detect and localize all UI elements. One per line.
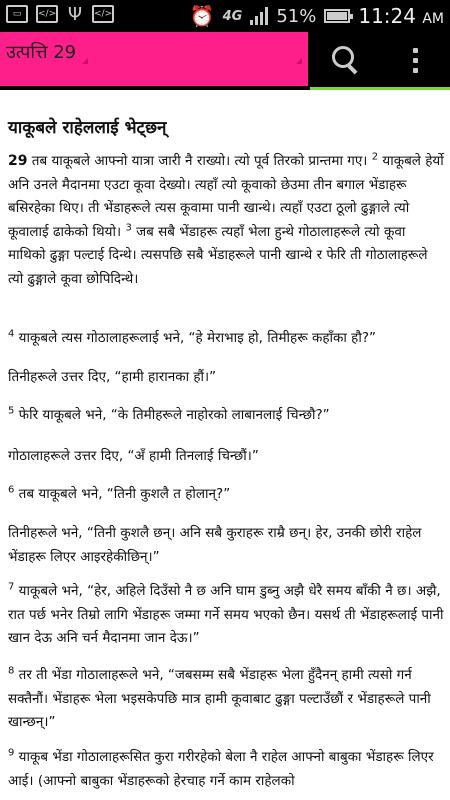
scripture-text[interactable] [0, 90, 450, 800]
alarm-icon: ⏰ [189, 4, 215, 28]
book-chapter-label: उत्पत्ति 29 [6, 42, 77, 63]
code-icon: </> [92, 5, 114, 23]
signal-icon [250, 7, 268, 25]
verse-text: गोठालाहरूले उत्तर दिए, “अँ हामी तिनलाई चिन्छौं।” [8, 448, 259, 464]
verse-text: याकूबले हेर्यो अनि उनले मैदानमा एउटा कूवा देख्यो। त्यहाँ त्यो कूवाको छेउमा तीन बगाल भेंडाहरू बसिरहेका थिए। ती भेंडाहरूले त्यस कूवामा पानी खान्थे। त्यहाँ एउटा ठूलो ढुङ्गाले त्यो कूवालाई ढाकेको थियो। [8, 153, 444, 240]
verse-number: 2 [371, 151, 379, 163]
clock-time: 11:24 [358, 4, 416, 28]
verse-number: 7 [8, 581, 15, 593]
gallery-icon: ▭ [6, 5, 28, 23]
paragraph [8, 327, 444, 351]
paragraph [8, 522, 444, 569]
more-vert-icon [413, 68, 418, 73]
verse-text: तर ती भेंडा गोठालाहरूले भने, “जबसम्म सबै भेंडाहरू भेला हुँदैनन् हामी त्यसो गर्न सक्तैनौं। भेंडाहरू भेला भइसकेपछि मात्र हामी कूवाबाट ढुङ्गा पल्टाउँछौं र भेंडाहरूले पानी खान्छन्।” [8, 667, 431, 730]
section-heading: याकूबले राहेललाई भेट्छन् [8, 118, 167, 138]
verse-number: 8 [8, 665, 15, 677]
verse-text: जब सबै भेंडाहरू त्यहाँ भेला हुन्थे गोठालाहरूले त्यो कूवा माथिको ढुङ्गा पल्टाई दिन्थे। त्यसपछि सबै भेंडाहरूले पानी खान्थे र फेरि ती गोठालाहरूले त्यो ढुङ्गाले कूवा छोपिदिन्थे। [8, 223, 428, 287]
more-vert-icon [413, 58, 418, 63]
verse-number: 3 [125, 222, 132, 233]
notification-icons [6, 5, 114, 27]
battery-icon [324, 9, 350, 23]
verse-text: फेरि याकूबले भने, “के तिमीहरूले नाहोरको लाबानलाई चिन्छौ?” [18, 407, 330, 423]
verse-number: 5 [8, 405, 15, 417]
verse-number: 6 [8, 484, 15, 496]
verse-text: तिनीहरूले उत्तर दिए, “हामी हारानका हौं।” [8, 369, 217, 385]
paragraph [8, 366, 444, 390]
verse-text: तब याकूबले आफ्नो यात्रा जारी नै राख्यो। त्यो पूर्व तिरको प्रान्तमा गए। [31, 153, 368, 169]
paragraph [8, 580, 444, 651]
search-icon-handle [348, 65, 358, 75]
verse-text: याकूबले भने, “हेर, अहिले दिउँसो नै छ अनि घाम डुब्नु अझै धेरै समय बाँकी नै छ। अझै, रात पर्छ भनेर तिम्रो लागि भेंडाहरू जम्मा गर्ने समय भएको छैन। यसर्थ ती भेंडाहरूलाई पानी खान देऊ अनि चर्न मैदानमा जान देऊ।” [8, 583, 444, 646]
verse-text: तब याकूबले भने, “तिनी कुशलै त होलान्?” [18, 486, 231, 502]
overflow-menu-button[interactable] [398, 38, 434, 82]
version-dropdown-icon [296, 58, 302, 64]
system-icons [190, 0, 444, 32]
book-dropdown-icon [82, 58, 88, 64]
paragraph [8, 483, 444, 507]
verse-number: 9 [8, 747, 15, 759]
app-bar [0, 32, 450, 90]
paragraph [8, 664, 444, 735]
paragraph [8, 404, 444, 428]
clock-ampm: AM [422, 11, 444, 27]
verse-number: 4 [8, 328, 15, 340]
verse-text: याकूब भेंडा गोठालाहरूसित कुरा गरीरहेको बेला नै राहेल आफ्नो बाबुका भेंडाहरू लिएर आई। (आफ्नो बाबुका भेंडाहरूको हेरचाह गर्ने काम राहेलको [8, 749, 434, 789]
network-type: 4G [222, 8, 243, 24]
clock [358, 4, 444, 28]
search-button[interactable] [320, 38, 370, 82]
code-icon: </> [36, 5, 58, 23]
verse-text: याकूबले त्यस गोठालाहरूलाई भने, “हे मेराभाइ हो, तिमीहरू कहाँका हौ?” [18, 330, 376, 346]
status-bar [0, 0, 450, 32]
battery-percent: 51% [276, 5, 317, 27]
paragraph [8, 150, 444, 291]
paragraph [8, 445, 444, 469]
paragraph [8, 746, 444, 793]
chapter-number: 29 [8, 153, 28, 169]
book-chapter-selector[interactable] [0, 32, 308, 86]
more-vert-icon [413, 48, 418, 53]
verse-text: तिनीहरूले भने, “तिनी कुशलै छन्। अनि सबै कुराहरू राम्रै छन्। हेर, उनकी छोरी राहेल भेंडाहरू लिएर आइरहेकीछिन्।” [8, 525, 422, 565]
usb-icon: Ψ [67, 4, 83, 25]
